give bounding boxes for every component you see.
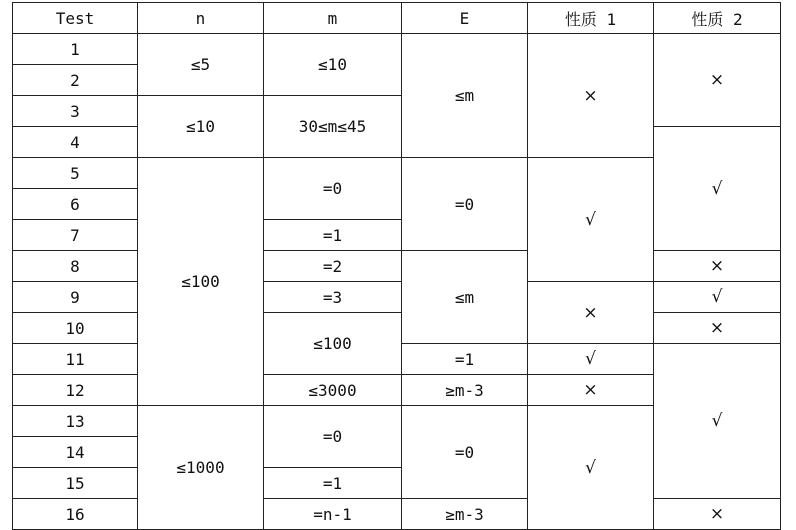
n-cell: ≤5	[138, 34, 264, 96]
property-1-cell: √	[528, 158, 654, 282]
header-test: Test	[13, 3, 138, 34]
header-row	[13, 3, 781, 34]
m-cell: ≤10	[264, 34, 402, 96]
test-number: 12	[13, 375, 138, 406]
property-2-cell: ×	[654, 251, 781, 282]
e-cell: ≥m-3	[402, 499, 528, 530]
n-cell: ≤10	[138, 96, 264, 158]
test-number: 13	[13, 406, 138, 437]
e-cell: ≥m-3	[402, 375, 528, 406]
table-row	[13, 499, 781, 530]
test-number: 8	[13, 251, 138, 282]
test-number: 10	[13, 313, 138, 344]
m-cell: =2	[264, 251, 402, 282]
m-cell: =1	[264, 468, 402, 499]
header-n: n	[138, 3, 264, 34]
test-number: 1	[13, 34, 138, 65]
table-row	[13, 251, 781, 282]
property-1-cell: ×	[528, 375, 654, 406]
test-number: 11	[13, 344, 138, 375]
header-property-2: 性质 2	[654, 3, 781, 34]
table-row	[13, 34, 781, 65]
e-cell: =0	[402, 406, 528, 499]
m-cell: =3	[264, 282, 402, 313]
e-cell: ≤m	[402, 251, 528, 344]
test-number: 9	[13, 282, 138, 313]
property-1-cell: ×	[528, 34, 654, 158]
property-2-cell: ×	[654, 313, 781, 344]
test-number: 16	[13, 499, 138, 530]
test-number: 2	[13, 65, 138, 96]
property-2-cell: ×	[654, 34, 781, 127]
n-cell: ≤100	[138, 158, 264, 406]
property-2-cell: √	[654, 282, 781, 313]
m-cell: 30≤m≤45	[264, 96, 402, 158]
test-number: 7	[13, 220, 138, 251]
test-constraints-table	[12, 2, 781, 530]
test-number: 15	[13, 468, 138, 499]
m-cell: ≤100	[264, 313, 402, 375]
n-cell: ≤1000	[138, 406, 264, 530]
e-cell: =1	[402, 344, 528, 375]
property-2-cell: √	[654, 127, 781, 251]
test-number: 4	[13, 127, 138, 158]
table-row	[13, 313, 781, 344]
m-cell: =n-1	[264, 499, 402, 530]
test-number: 14	[13, 437, 138, 468]
m-cell: ≤3000	[264, 375, 402, 406]
property-1-cell: √	[528, 344, 654, 375]
property-1-cell: ×	[528, 282, 654, 344]
header-m: m	[264, 3, 402, 34]
m-cell: =0	[264, 406, 402, 468]
data-table-container	[12, 2, 781, 530]
header-property-1: 性质 1	[528, 3, 654, 34]
property-2-cell: ×	[654, 499, 781, 530]
e-cell: =0	[402, 158, 528, 251]
test-number: 6	[13, 189, 138, 220]
header-e: E	[402, 3, 528, 34]
m-cell: =0	[264, 158, 402, 220]
table-row	[13, 282, 781, 313]
m-cell: =1	[264, 220, 402, 251]
test-number: 3	[13, 96, 138, 127]
test-number: 5	[13, 158, 138, 189]
property-2-cell: √	[654, 344, 781, 499]
e-cell: ≤m	[402, 34, 528, 158]
property-1-cell: √	[528, 406, 654, 530]
